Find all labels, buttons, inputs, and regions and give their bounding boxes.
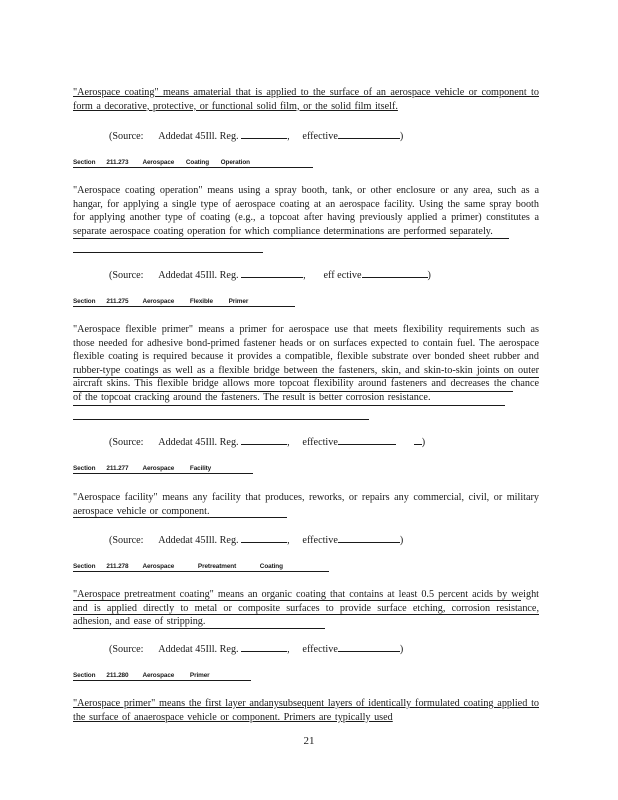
source-prefix: (Source:: [109, 131, 144, 142]
source-blank-effective: [338, 129, 400, 139]
source-blank-effective: [338, 642, 400, 652]
source-blank-reg: [241, 533, 287, 543]
source-added: Addedat 45Ill. Reg.: [158, 437, 239, 448]
section-title: Aerospace Pretreatment Coating: [142, 563, 283, 570]
section-label: Section: [73, 159, 96, 166]
source-close: ): [399, 131, 404, 142]
source-blank-effective: [362, 268, 428, 278]
section-heading-211-275: [73, 297, 248, 306]
underline-rule: [73, 391, 513, 392]
source-effective: eff ective: [323, 270, 362, 281]
section-heading-211-280: [73, 671, 210, 680]
source-added: Addedat 45Ill. Reg.: [158, 644, 239, 655]
underline-rule: [73, 405, 505, 406]
definition-text: "Aerospace flexible primer" means a primer for aerospace use that meets flexibility requirements such as those needed for adhesive bond-primed fastener heads or on surfaces expected to contain fuel. The aerospace flexible coating is required because it provides a compatible, flexible substrate over bonded sheet rubber and rubber-type coatings as well as a flexible bridge between the fasteners, skin, and skin-to-skin joints on outer aircraft skins. This flexible bridge allows more topcoat flexibility around fasteners and decreases the chance of the topcoat cracking around the fasteners. The result is better corrosion resistance.: [73, 324, 539, 403]
underline-rule: [73, 600, 521, 601]
section-number: 211.280: [106, 672, 129, 679]
source-line: (Source: Addedat 45Ill. Reg. , effective ): [109, 437, 426, 448]
definition-text: "Aerospace pretreatment coating" means an organic coating that contains at least 0.5 percent acids by weight and is applied directly to metal or composite surfaces to provide surface etching, corrosion resistance, adhesion, and ease of stripping.: [73, 589, 539, 628]
definition-aerospace-primer: "Aerospace primer" means the first layer andanysubsequent layers of identically formulated coating applied to the surface of anaerospace vehicle or component. Primers are typically used: [73, 698, 539, 723]
source-effective: effective: [302, 535, 338, 546]
source-blank-effective: [338, 435, 396, 445]
source-added: Addedat 45Ill. Reg.: [158, 131, 239, 142]
source-effective: effective: [302, 437, 338, 448]
section-heading-211-273: [73, 158, 250, 167]
source-effective: effective: [302, 644, 338, 655]
definition-aerospace-flexible-primer: [73, 323, 539, 405]
section-number: 211.273: [106, 159, 129, 166]
source-line: (Source: Addedat 45Ill. Reg. , effective ): [109, 644, 404, 655]
definition-aerospace-facility: [73, 491, 539, 518]
definition-aerospace-coating-operation: [73, 184, 539, 238]
source-added: Addedat 45Ill. Reg.: [158, 270, 239, 281]
definition-text: "Aerospace facility" means any facility that produces, reworks, or repairs any commercial, civil, or military aerospace vehicle or component.: [73, 492, 539, 517]
underline-rule: [73, 377, 539, 378]
source-prefix: (Source:: [109, 437, 144, 448]
section-title: Aerospace Coating Operation: [142, 159, 250, 166]
underline-rule: [73, 628, 325, 629]
section-label: Section: [73, 563, 96, 570]
source-line: (Source: Addedat 45Ill. Reg. , effective ): [109, 131, 404, 142]
section-number: 211.278: [106, 563, 129, 570]
source-effective: effective: [302, 131, 338, 142]
underline-rule: [73, 252, 263, 253]
source-close: ): [399, 644, 404, 655]
source-blank-reg: [241, 268, 303, 278]
section-heading-211-277: [73, 464, 211, 473]
source-line: (Source: Addedat 45Ill. Reg. , eff ective ): [109, 270, 431, 281]
underline-rule: [73, 614, 539, 615]
section-label: Section: [73, 465, 96, 472]
underline-rule: [73, 517, 287, 518]
source-added: Addedat 45Ill. Reg.: [158, 535, 239, 546]
source-blank-reg: [241, 642, 287, 652]
section-heading-211-278: [73, 562, 283, 571]
source-line: (Source: Addedat 45Ill. Reg. , effective ): [109, 535, 404, 546]
section-number: 211.277: [106, 465, 129, 472]
section-label: Section: [73, 298, 96, 305]
source-prefix: (Source:: [109, 270, 144, 281]
definition-aerospace-pretreatment-coating: [73, 588, 539, 629]
underline-rule: [73, 419, 369, 420]
section-number: 211.275: [106, 298, 129, 305]
source-prefix: (Source:: [109, 535, 144, 546]
source-blank-reg: [241, 129, 287, 139]
source-blank-reg: [241, 435, 287, 445]
section-label: Section: [73, 672, 96, 679]
underline-rule: [73, 238, 509, 239]
source-prefix: (Source:: [109, 644, 144, 655]
source-blank-effective: [338, 533, 400, 543]
section-title: Aerospace Facility: [142, 465, 212, 472]
definition-aerospace-coating: "Aerospace coating" means amaterial that is applied to the surface of an aerospace vehicle or component to form a decorative, protective, or functional solid film, or the solid film itself.: [73, 87, 539, 112]
section-title: Aerospace Primer: [142, 672, 210, 679]
source-close: ): [421, 437, 426, 448]
page-number: 21: [303, 735, 315, 747]
section-title: Aerospace Flexible Primer: [142, 298, 249, 305]
source-close: ): [399, 535, 404, 546]
definition-text: "Aerospace coating operation" means using a spray booth, tank, or other enclosure or any area, such as a hangar, for applying a single type of aerospace coating at an aerospace facility. Using the same spray booth for applying another type of coating (e.g., a topcoat after having previously applied a primer) constitutes a separate aerospace coating operation for which compliance determinations are performed separately.: [73, 185, 539, 237]
source-close: ): [427, 270, 431, 281]
